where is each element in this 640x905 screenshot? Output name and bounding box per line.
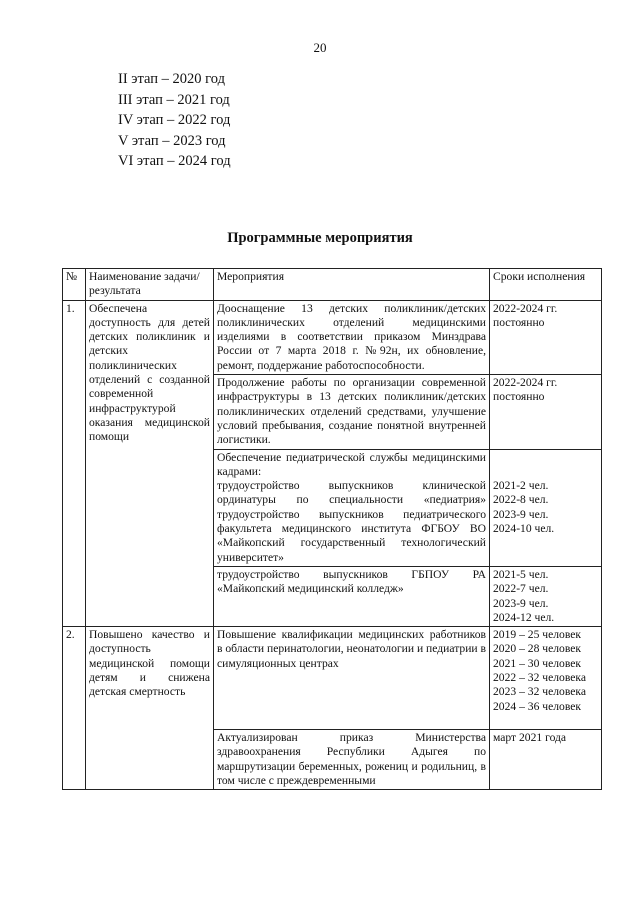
- term-line: 2021-5 чел.: [493, 567, 549, 581]
- task-cell: Повышено качество и доступность медицинской помощи детям и снижена детская смертность: [86, 627, 214, 790]
- section-title: Программные мероприятия: [227, 230, 413, 246]
- task-cell: Обеспечена доступность для детей детских поликлиник и детских поликлинических отделений с созданной современной инфраструктурой оказания медицинской помощи: [86, 300, 214, 627]
- program-table: [62, 268, 602, 790]
- page-number: 20: [313, 40, 327, 55]
- term-line: 2020 – 28 человек: [493, 642, 582, 656]
- header-task: Наименование задачи/результата: [86, 269, 214, 301]
- term-line: 2022-2024 гг.: [493, 376, 558, 390]
- term-line: 2022-7 чел.: [493, 582, 549, 596]
- activity-cell: Продолжение работы по организации современной инфраструктуры в 13 детских поликлиник/детских поликлинических отделений средствами, улучшение условий пребывания, создание понятной внутренней логистики.: [214, 375, 490, 449]
- row-number: 2.: [63, 627, 86, 790]
- header-term: Сроки исполнения: [490, 269, 602, 301]
- header-num: №: [63, 269, 86, 301]
- term-cell: [490, 449, 602, 566]
- stages-list: [118, 69, 231, 172]
- term-cell: [490, 627, 602, 730]
- term-line: постоянно: [493, 390, 545, 404]
- header-activity: Мероприятия: [214, 269, 490, 301]
- term-line: 2021 – 30 человек: [493, 656, 582, 670]
- activity-cell: [214, 449, 490, 566]
- table-header-row: [63, 269, 602, 301]
- row-number: 1.: [63, 300, 86, 627]
- term-line: 2023-9 чел.: [493, 596, 549, 610]
- term-cell: [490, 566, 602, 626]
- term-line: 2019 – 25 человек: [493, 628, 582, 642]
- stage-line: III этап – 2021 год: [118, 91, 230, 108]
- stage-line: IV этап – 2022 год: [118, 112, 231, 128]
- term-line: март 2021 года: [493, 731, 567, 745]
- term-line: 2021-2 чел.: [493, 479, 549, 493]
- activity-intro: Обеспечение педиатрической службы медицинскими кадрами:: [217, 450, 486, 478]
- term-cell: [490, 375, 602, 449]
- term-line: 2022-2024 гг.: [493, 301, 558, 315]
- activity-cell: Повышение квалификации медицинских работников в области перинатологии, неонатологии и педиатрии в симуляционных центрах: [214, 627, 490, 730]
- term-line: 2023-9 чел.: [493, 507, 549, 521]
- term-line: 2024 – 36 человек: [493, 699, 582, 713]
- term-line: 2023 – 32 человека: [493, 685, 586, 699]
- stage-line: VI этап – 2024 год: [118, 153, 231, 169]
- table-row: [63, 300, 602, 374]
- activity-cell: Дооснащение 13 детских поликлиник/детских поликлинических отделений медицинскими изделиями в соответствии приказом Минздрава России от 7 марта 2018 г. №92н, их обновление, ремонт, поддержание работоспособности.: [214, 300, 490, 374]
- term-line: 2022-8 чел.: [493, 493, 549, 507]
- activity-text: трудоустройство выпускников клинической ординатуры по специальности «педиатрия» трудоустройство выпускников педиатрического факультета медицинского института ФГБОУ ВО «Майкопский государственный технологический университет»: [217, 479, 486, 564]
- term-line: 2024-12 чел.: [493, 610, 555, 624]
- activity-cell: трудоустройство выпускников ГБПОУ РА «Майкопский медицинский колледж»: [214, 566, 490, 626]
- stage-line: V этап – 2023 год: [118, 132, 226, 149]
- term-cell: [490, 730, 602, 790]
- term-line: постоянно: [493, 315, 545, 329]
- term-line: 2024-10 чел.: [493, 522, 555, 536]
- table-row: [63, 627, 602, 730]
- stage-line: II этап – 2020 год: [118, 71, 225, 87]
- term-line: 2022 – 32 человека: [493, 671, 586, 685]
- term-cell: [490, 300, 602, 374]
- activity-cell: Актуализирован приказ Министерства здравоохранения Республики Адыгея по маршрутизации беременных, рожениц и родильниц, в том числе с преждевременными: [214, 730, 490, 790]
